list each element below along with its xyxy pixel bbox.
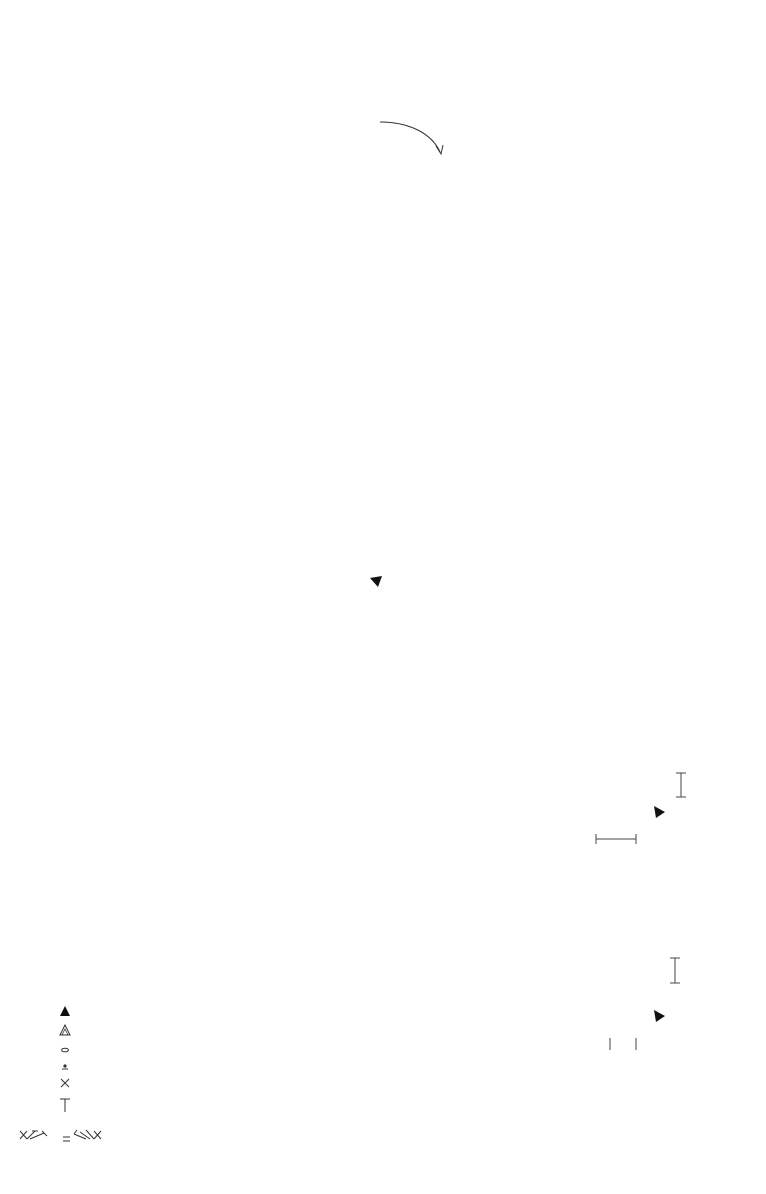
half-double-t-icon <box>60 1099 70 1112</box>
stitch-repeat-bracket <box>596 834 636 844</box>
repeat-bracket <box>676 773 686 797</box>
end-triangle-icon <box>60 1025 70 1035</box>
start-triangle-icon <box>60 1006 70 1016</box>
start-triangle-icon <box>654 1010 665 1022</box>
start-triangle-icon <box>654 806 665 818</box>
repeat-bracket <box>670 958 680 983</box>
start-triangle-icon <box>370 576 382 587</box>
chain-oval-icon <box>62 1048 69 1052</box>
single-crochet-x-icon <box>61 1079 69 1087</box>
stitch-repeat-bracket <box>610 1038 636 1050</box>
legend <box>20 1006 101 1141</box>
fan-combo-icon <box>20 1130 101 1141</box>
slip-stitch-dot-icon <box>62 1064 68 1069</box>
direction-arrow-icon <box>380 122 440 152</box>
